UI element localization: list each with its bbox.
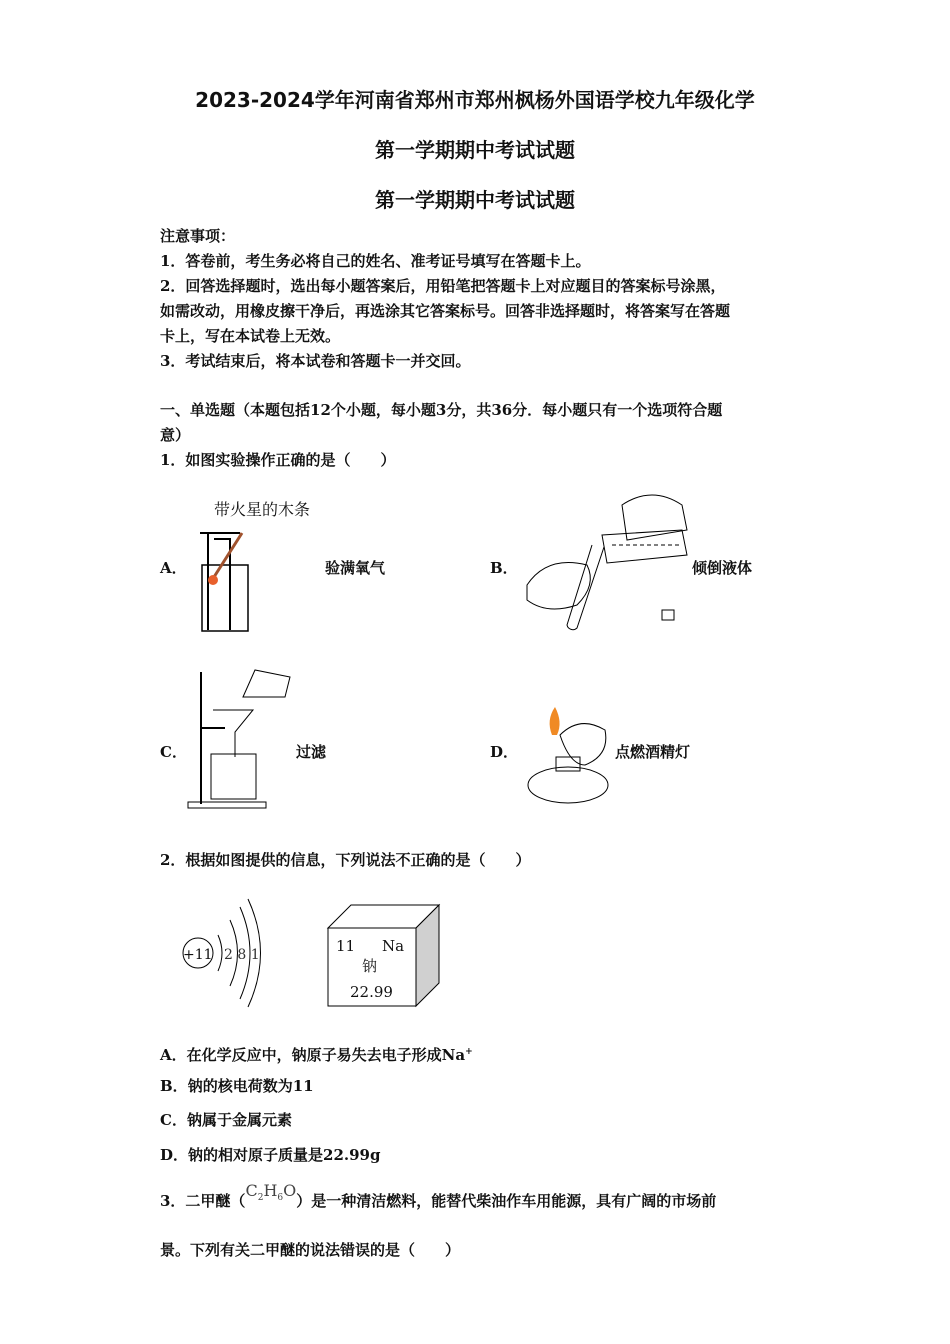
option-letter: A． [160,1046,187,1064]
doc-title: 2023-2024学年河南省郑州市郑州枫杨外国语学校九年级化学 [195,88,755,112]
notice-item: 卡上，写在本试卷上无效。 [160,327,341,345]
q3-stem [160,1181,717,1218]
section-heading-cont: 意） [160,426,191,444]
q1-option-c-letter: C． [160,743,187,761]
notice-heading: 注意事项： [160,227,236,245]
q2-stem: 2．根据如图提供的信息，下列说法不正确的是（ ） [160,851,531,869]
filtration-figure [185,662,295,812]
notice-item: 2．回答选择题时，选出每小题答案后，用铅笔把答题卡上对应题目的答案标号涂黑， [160,277,726,295]
option-text: 钠属于金属元素 [186,1111,292,1129]
formula-h: H [263,1181,278,1200]
notice-item: 1．答卷前，考生务必将自己的姓名、准考证号填写在答题卡上。 [160,252,591,270]
notice-item: 如需改动，用橡皮擦干净后，再选涂其它答案标号。回答非选择题时，将答案写在答题 [160,302,731,320]
element-name: 钠 [362,957,378,975]
option-letter: B． [160,1077,188,1095]
doc-subtitle-repeat: 第一学期期中考试试题 [375,188,575,212]
q1-option-b-letter: B． [490,559,518,577]
option-text: 钠的核电荷数为11 [187,1077,314,1095]
element-atomic-number: 11 [336,937,356,955]
option-letter: C． [160,1111,187,1129]
notice-item: 3．考试结束后，将本试卷和答题卡一并交回。 [160,352,471,370]
atom-nucleus-charge: +11 [183,947,213,963]
element-atomic-mass: 22.99 [350,983,393,1001]
option-superscript: + [465,1047,473,1057]
option-text: 在化学反应中，钠原子易失去电子形成Na [186,1046,466,1064]
q1-stem: 1．如图实验操作正确的是（ ） [160,451,396,469]
doc-subtitle: 第一学期期中考试试题 [375,138,575,162]
q2-option-d [160,1145,380,1165]
option-text: 钠的相对原子质量是22.99g [188,1146,381,1164]
formula-c: C [245,1181,258,1200]
formula-o: O [283,1181,297,1200]
q1-option-d-letter: D． [490,743,519,761]
formula-h-sub: 6 [277,1193,284,1204]
q1-option-a-letter: A． [160,559,187,577]
q3-stem-start: 3．二甲醚（ [160,1192,246,1210]
atom-electron-shells: 2 8 1 [224,947,260,963]
alcohol-lamp-figure [520,705,615,810]
q2-option-a [160,1042,473,1065]
q1-option-d-text: 点燃酒精灯 [615,743,691,761]
element-symbol: Na [382,937,405,955]
q2-option-b [160,1076,314,1096]
q1-option-c-text: 过滤 [296,743,327,761]
formula-c-sub: 2 [257,1193,264,1204]
q3-stem-middle: ）是一种清洁燃料，能替代柴油作车用能源，具有广阔的市场前 [296,1192,717,1210]
pour-liquid-figure [522,485,692,635]
fig-label-splint: 带火星的木条 [214,500,311,519]
option-letter: D． [160,1146,189,1164]
oxygen-bottle-figure [190,525,260,635]
section-heading: 一、单选题（本题包括12个小题，每小题3分，共36分．每小题只有一个选项符合题 [160,401,723,419]
q3-stem-end: 景。下列有关二甲醚的说法错误的是（ ） [160,1241,461,1259]
q2-option-c [160,1110,292,1130]
chemical-formula [245,1181,297,1204]
q1-option-a-text: 验满氧气 [325,559,386,577]
q1-option-b-text: 倾倒液体 [692,559,753,577]
